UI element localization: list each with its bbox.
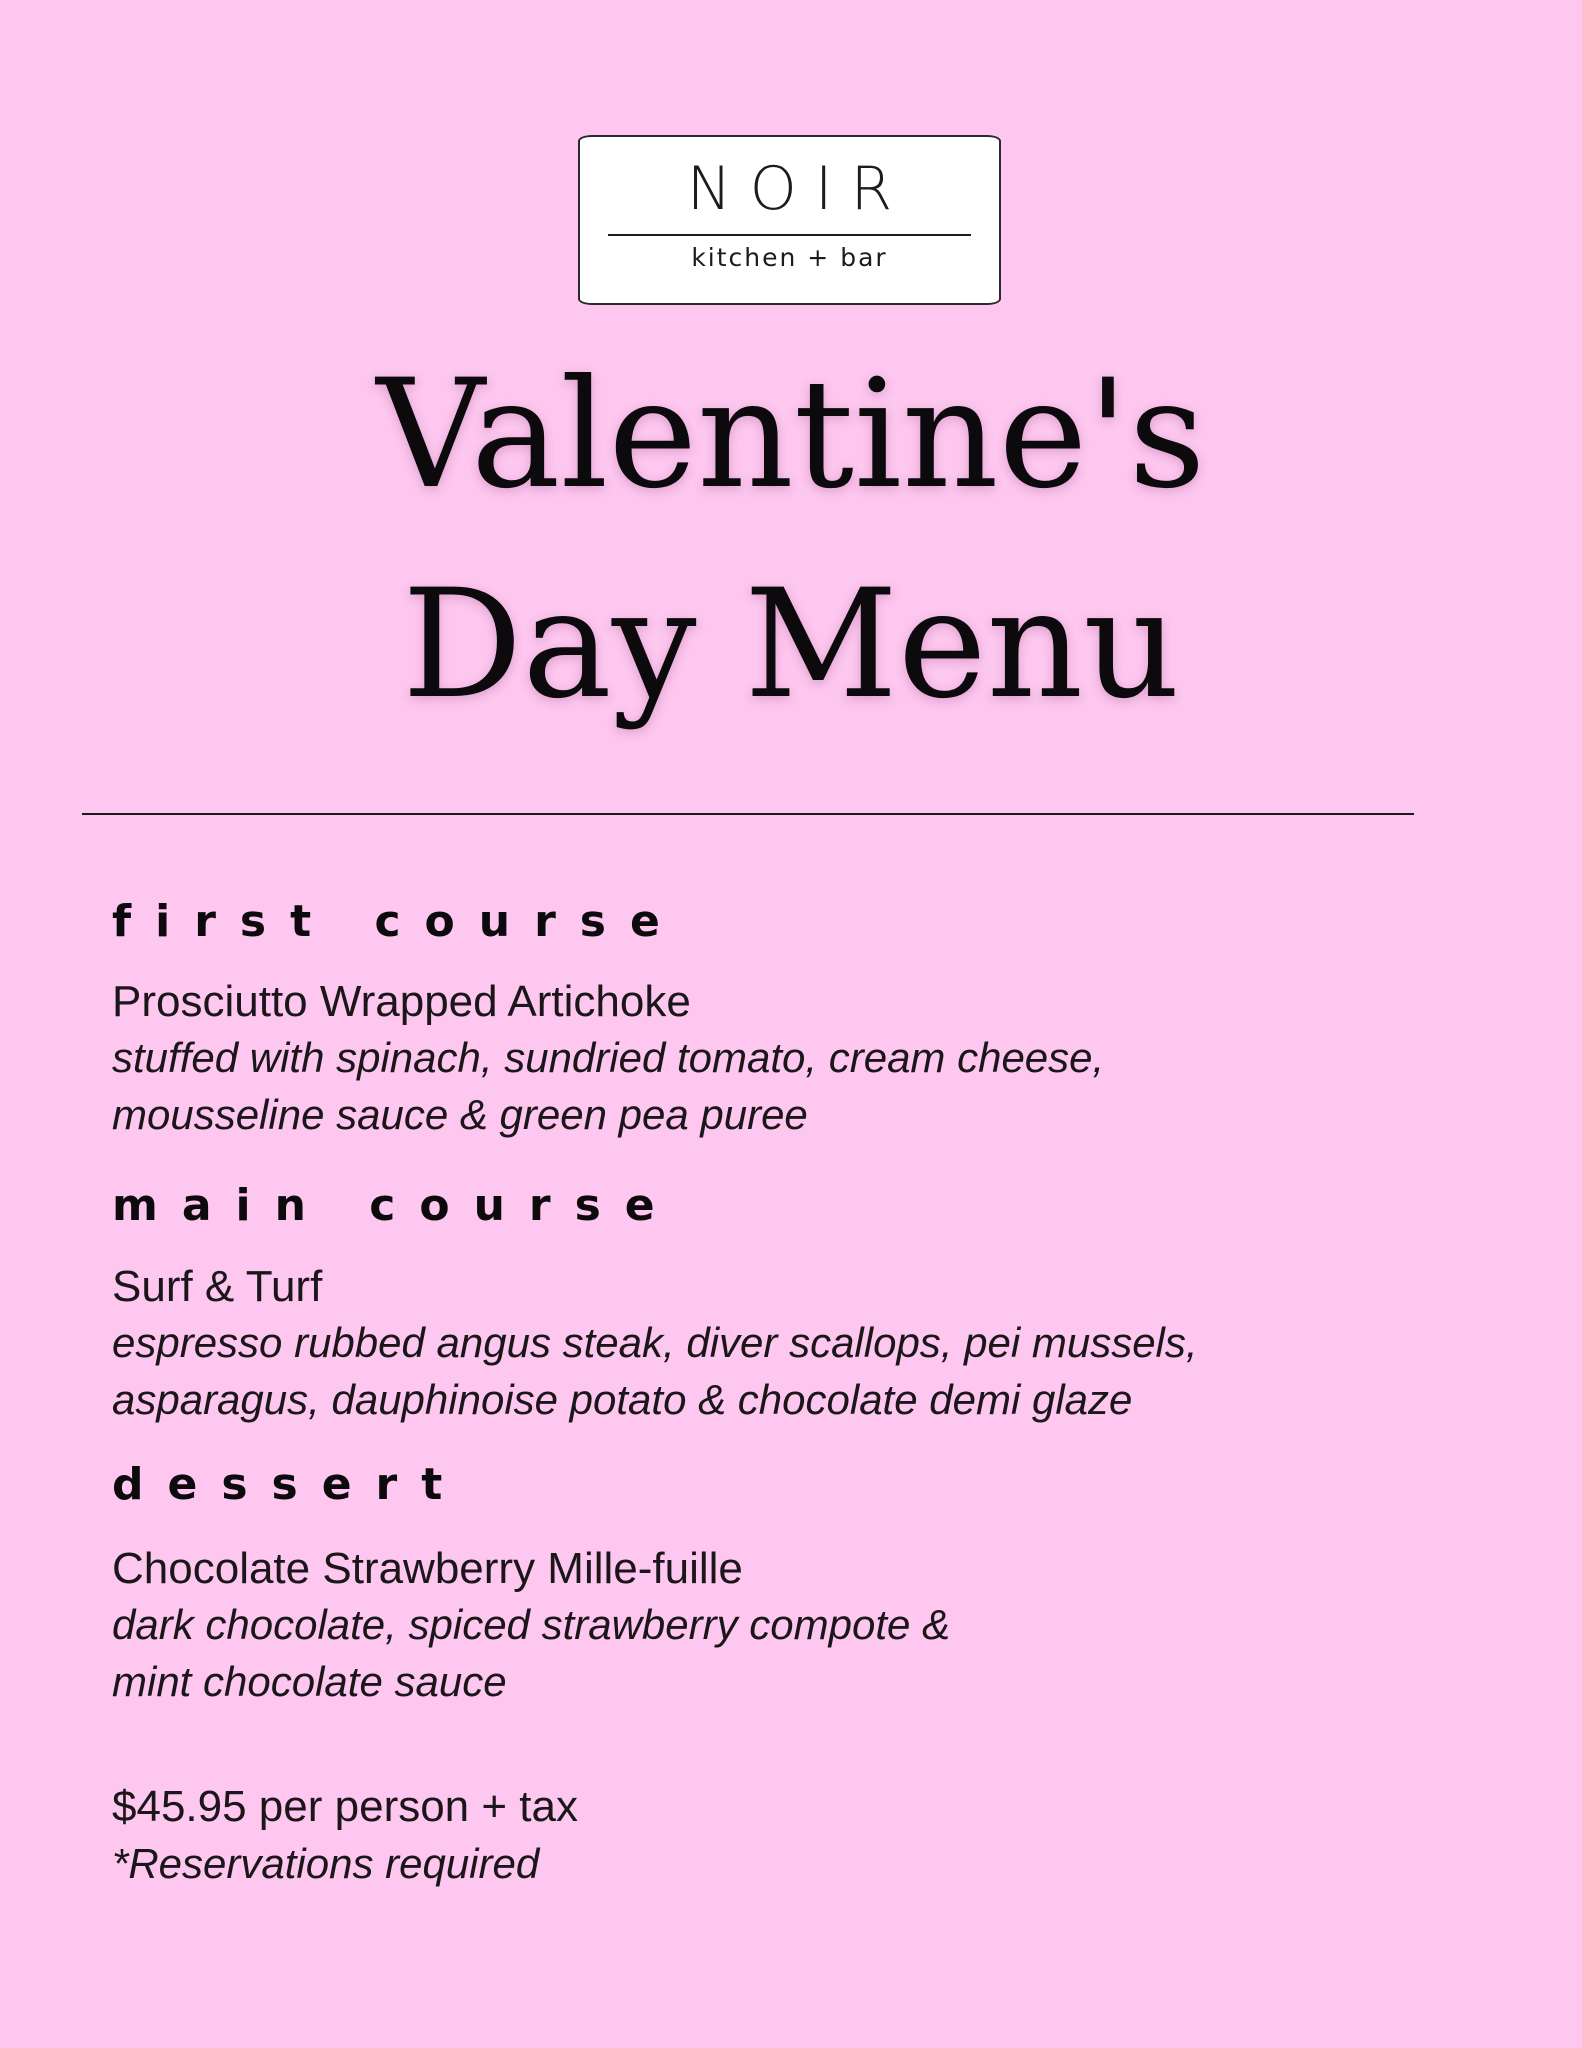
- menu-title-line-2: Day Menu: [402, 558, 1180, 732]
- dessert-description-line-2: mint chocolate sauce: [112, 1658, 507, 1705]
- first-course-description: [112, 1029, 1104, 1143]
- logo-divider: [608, 234, 971, 236]
- dessert-description-line-1: dark chocolate, spiced strawberry compote &: [112, 1601, 951, 1648]
- dessert-heading: dessert: [112, 1459, 467, 1510]
- logo-tagline: kitchen + bar: [691, 243, 888, 272]
- main-course-description-line-2: asparagus, dauphinoise potato & chocolate demi glaze: [112, 1376, 1133, 1423]
- reservation-note: *Reservations required: [112, 1840, 540, 1887]
- first-course-heading: first course: [112, 896, 684, 947]
- dessert-description: [112, 1596, 950, 1710]
- main-course-heading: main course: [112, 1180, 679, 1231]
- first-course-dish: Prosciutto Wrapped Artichoke: [112, 977, 691, 1026]
- main-course-description: [112, 1314, 1198, 1428]
- restaurant-logo: [578, 135, 1001, 305]
- main-course-description-line-1: espresso rubbed angus steak, diver scallops, pei mussels,: [112, 1319, 1198, 1366]
- title-divider: [82, 813, 1414, 815]
- main-course-dish: Surf & Turf: [112, 1262, 323, 1311]
- dessert-dish: Chocolate Strawberry Mille-fuille: [112, 1544, 743, 1593]
- first-course-description-line-2: mousseline sauce & green pea puree: [112, 1091, 808, 1138]
- logo-wordmark: NOIR: [686, 154, 911, 224]
- first-course-description-line-1: stuffed with spinach, sundried tomato, cream cheese,: [112, 1034, 1105, 1081]
- menu-title-line-1: Valentine's: [376, 348, 1206, 522]
- price-text: $45.95 per person + tax: [112, 1782, 578, 1831]
